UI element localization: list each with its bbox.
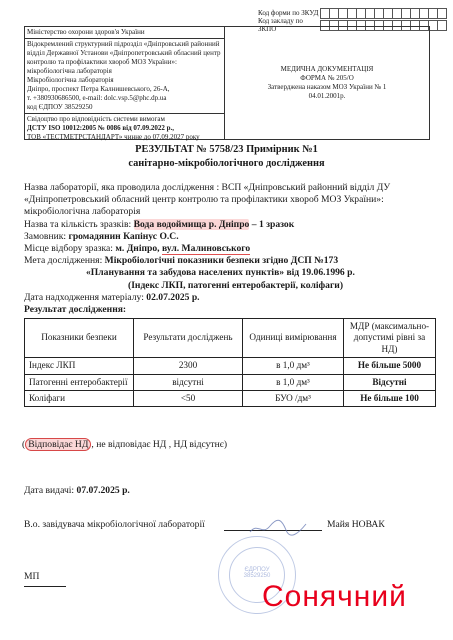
- institution-edrpou: код ЄДПОУ 38529250: [27, 103, 93, 111]
- info-block: [24, 182, 436, 316]
- form-number: ФОРМА № 205/О: [300, 74, 354, 82]
- table-header-cell: Одиниці вимірювання: [243, 319, 344, 358]
- table-cell: 2300: [134, 358, 243, 374]
- institution-block: [25, 39, 224, 114]
- place-street: вул. Малиновського: [161, 243, 251, 255]
- seal-text: ЄДРПОУ 38529250: [243, 567, 271, 579]
- table-header-cell: Результати досліджень: [134, 319, 243, 358]
- goal-line-3: (Індекс ЛКП, патогенні ентеробактерії, коліфаги): [128, 279, 344, 291]
- date-received-value: 02.07.2025 р.: [146, 291, 200, 303]
- goal-line: [24, 255, 436, 267]
- table-row: [25, 358, 436, 374]
- stamp-place-label: МП: [24, 571, 40, 582]
- sample-value: Вода водоймища р. Дніпро: [133, 218, 250, 230]
- table-header-cell: МДР (максимально-допустимі рівні за НД): [344, 319, 436, 358]
- table-header-cell: Показники безпеки: [25, 319, 134, 358]
- table-cell: Не більше 5000: [344, 358, 436, 374]
- issue-date-prefix: Дата видачі:: [24, 485, 75, 496]
- table-cell: в 1,0 дм³: [243, 358, 344, 374]
- sample-qty: – 1 зразок: [251, 218, 295, 230]
- issue-date-value: 07.07.2025 р.: [76, 485, 130, 496]
- certificate-line: Свідоцтво про відповідність системи вимогам: [27, 115, 165, 123]
- conformity-open-paren: (: [22, 439, 26, 450]
- table-row: [25, 391, 436, 407]
- institution-name: Відокремлений структурний підрозділ «Дніпровський районний відділ Державної Установи «Дніпропетровський обласний центр контролю та профілактики хвороб МОЗ України»: мікробіологічна лабораторія: [27, 40, 221, 75]
- table-cell: Коліфаги: [25, 391, 134, 407]
- table-row: [25, 374, 436, 390]
- document-header: [24, 26, 430, 140]
- table-cell: <50: [134, 391, 243, 407]
- table-cell: в 1,0 дм³: [243, 374, 344, 390]
- zkud-label: Код форми по ЗКУД: [258, 9, 319, 17]
- results-heading: Результат дослідження:: [24, 304, 127, 316]
- lab-value: ВСП «Дніпровський районний відділ ДУ «Дніпропетровський обласний центр контролю та профілактики хвороб МОЗ України»: мікробіологічна лабораторія: [24, 182, 391, 218]
- table-cell: Патогенні ентеробактерії: [25, 374, 134, 390]
- place-city: м. Дніпро,: [115, 243, 160, 255]
- table-cell: Індекс ЛКП: [25, 358, 134, 374]
- conformity-line: [22, 439, 227, 451]
- conformity-selected: Відповідає НД: [25, 438, 91, 451]
- goal-value: Мікробіологічні показники безпеки згідно ДСП №173: [104, 255, 339, 267]
- place-prefix: Місце відбору зразка:: [24, 243, 113, 255]
- lab-name: Мікробіологічна лабораторія: [27, 76, 114, 84]
- handwritten-signature: [248, 518, 308, 538]
- sample-line: [24, 219, 436, 231]
- sample-prefix: Назва та кількість зразків:: [24, 218, 132, 230]
- certificate-block: [25, 114, 224, 143]
- approval-date: 04.01.2001р.: [308, 92, 346, 100]
- signer-role: В.о. завідувача мікробіологічної лабораторії: [24, 519, 205, 530]
- zkpo-label: Код закладу по ЗКПО: [258, 17, 303, 33]
- lab-line: [24, 182, 436, 219]
- table-cell: відсутні: [134, 374, 243, 390]
- institution-address: Дніпро, проспект Петра Калнишевського, 26-А,: [27, 85, 170, 93]
- conformity-rest: , не відповідає НД , НД відсутнє): [91, 439, 228, 450]
- place-line: [24, 243, 436, 255]
- result-subtitle: санітарно-мікробіологічного дослідження: [128, 158, 325, 169]
- customer-prefix: Замовник:: [24, 230, 67, 242]
- handwritten-note: Сонячний: [262, 580, 407, 613]
- table-cell: Не більше 100: [344, 391, 436, 407]
- date-received-line: [24, 292, 436, 304]
- result-title: РЕЗУЛЬТАТ № 5758/23 Примірник №1: [135, 144, 318, 155]
- issue-date-line: [24, 485, 130, 497]
- goal-line-2: «Планування та забудова населених пунктів» від 19.06.1996 р.: [86, 267, 355, 279]
- header-form-info: [225, 27, 429, 139]
- certificate-line: ТОВ «ТЕСТМЕТРСТАНДАРТ» чинне до 07.09.2027 року: [27, 133, 200, 141]
- results-table: [24, 318, 436, 407]
- lab-prefix: Назва лабораторії, яка проводила дослідження :: [24, 182, 220, 193]
- signer-name: Майя НОВАК: [327, 519, 385, 530]
- table-cell: Відсутні: [344, 374, 436, 390]
- customer-value: громадянин Капінус О.С.: [68, 230, 179, 242]
- ministry-name: Міністерство охорони здоров'я України: [25, 27, 224, 39]
- certificate-line: ДСТУ ISO 10012:2005 № 0086 від 07.09.2022 р.,: [27, 124, 175, 132]
- zkud-cells: [320, 8, 447, 19]
- table-cell: БУО /дм³: [243, 391, 344, 407]
- stamp-place-line: [24, 586, 66, 587]
- institution-contacts: т. +380930686500, e-mail: dolc.vsp.5@phc.dp.ua: [27, 94, 167, 102]
- goal-prefix: Мета дослідження:: [24, 255, 103, 267]
- header-institution: [25, 27, 225, 139]
- customer-line: [24, 231, 436, 243]
- table-header-row: [25, 319, 436, 358]
- approval-order: Затверджена наказом МОЗ України № 1: [267, 83, 387, 91]
- medical-docs-label: МЕДИЧНА ДОКУМЕНТАЦІЯ: [280, 65, 374, 73]
- date-received-prefix: Дата надходження матеріалу:: [24, 291, 144, 303]
